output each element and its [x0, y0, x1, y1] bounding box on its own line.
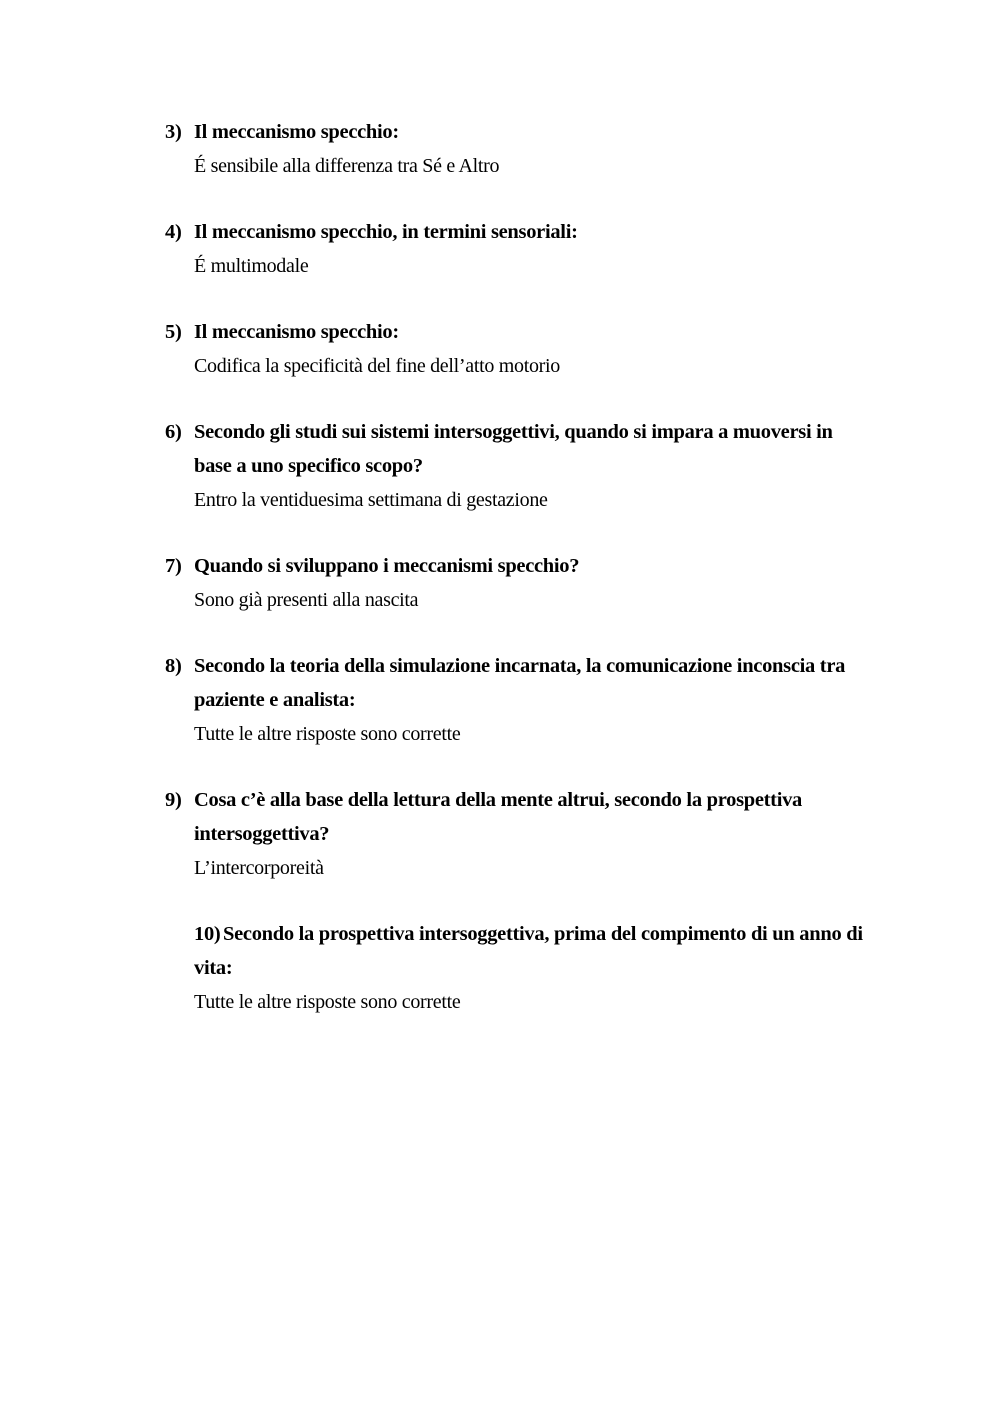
question-item-8 [165, 649, 865, 751]
question-number: 6) [165, 421, 182, 443]
question-text: Secondo la teoria della simulazione incarnata, la comunicazione inconscia tra paziente e analista: [194, 655, 846, 711]
question-text: Il meccanismo specchio: [194, 321, 399, 343]
question-number: 7) [165, 555, 182, 577]
question-number: 8) [165, 655, 182, 677]
question-row [165, 549, 865, 583]
question-number: 10) [194, 923, 221, 945]
question-text: Il meccanismo specchio: [194, 121, 399, 143]
question-item-5 [165, 315, 865, 383]
question-row [165, 215, 865, 249]
question-text: Quando si sviluppano i meccanismi specchio? [194, 555, 580, 577]
question-item-7 [165, 549, 865, 617]
answer-text: Sono già presenti alla nascita [194, 589, 419, 611]
answer-text: É multimodale [194, 255, 309, 277]
question-row [165, 783, 865, 851]
question-item-4 [165, 215, 865, 283]
question-row [165, 415, 865, 483]
question-text: Il meccanismo specchio, in termini sensoriali: [194, 221, 578, 243]
question-list [165, 115, 865, 1051]
question-text: Secondo gli studi sui sistemi intersoggettivi, quando si impara a muoversi in base a uno specifico scopo? [194, 421, 833, 477]
question-row [165, 649, 865, 717]
question-row [165, 315, 865, 349]
question-number: 3) [165, 121, 182, 143]
question-item-3 [165, 115, 865, 183]
question-number: 5) [165, 321, 182, 343]
question-text: Cosa c’è alla base della lettura della mente altrui, secondo la prospettiva intersoggettiva? [194, 789, 803, 845]
answer-text: É sensibile alla differenza tra Sé e Altro [194, 155, 500, 177]
question-item-9 [165, 783, 865, 885]
question-number: 4) [165, 221, 182, 243]
answer-text: Tutte le altre risposte sono corrette [194, 991, 461, 1013]
answer-text: Entro la ventiduesima settimana di gestazione [194, 489, 548, 511]
answer-text: Codifica la specificità del fine dell’atto motorio [194, 355, 560, 377]
question-item-6 [165, 415, 865, 517]
question-text: Secondo la prospettiva intersoggettiva, prima del compimento di un anno di vita: [194, 923, 863, 979]
answer-text: L’intercorporeità [194, 857, 324, 879]
question-row [165, 917, 865, 985]
question-item-10 [165, 917, 865, 1019]
question-number: 9) [165, 789, 182, 811]
answer-text: Tutte le altre risposte sono corrette [194, 723, 461, 745]
question-row [165, 115, 865, 149]
